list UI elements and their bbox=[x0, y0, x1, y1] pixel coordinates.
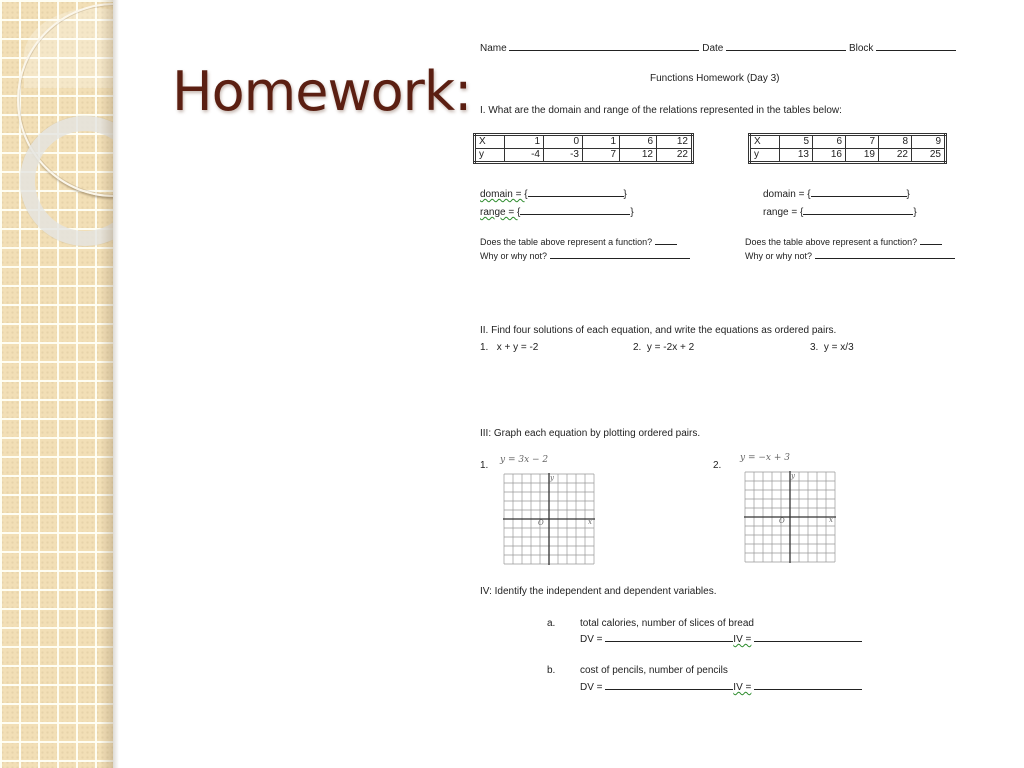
decorative-side-panel bbox=[0, 0, 113, 768]
equation-item-3 bbox=[810, 342, 854, 353]
axis-x-label: x bbox=[588, 518, 592, 526]
table-cell: 22 bbox=[879, 149, 912, 163]
slide-title: Homework: bbox=[172, 60, 472, 123]
why-question-2 bbox=[745, 249, 955, 261]
table-cell: 6 bbox=[620, 135, 657, 149]
block-label: Block bbox=[848, 43, 874, 54]
table-cell: 8 bbox=[879, 135, 912, 149]
date-blank bbox=[726, 41, 846, 51]
range-line-2 bbox=[763, 205, 917, 218]
table-cell: 1 bbox=[583, 135, 620, 149]
answer-blank bbox=[920, 235, 942, 245]
equation-item-1 bbox=[480, 342, 538, 353]
variable-answer-line-b bbox=[580, 680, 862, 693]
iv-blank bbox=[754, 680, 862, 690]
domain-blank bbox=[811, 187, 907, 197]
iv-label: IV = bbox=[733, 634, 752, 645]
close-brace: } bbox=[906, 189, 910, 200]
panel-edge-shadow bbox=[113, 0, 119, 768]
graph-item-number-2: 2. bbox=[713, 460, 722, 471]
answer-blank bbox=[655, 235, 677, 245]
table-row-x bbox=[475, 135, 693, 149]
function-question-2 bbox=[745, 235, 942, 247]
equation-text: y = -2x + 2 bbox=[646, 342, 695, 353]
dv-blank bbox=[605, 680, 733, 690]
table-cell: -4 bbox=[505, 149, 544, 163]
origin-label: O bbox=[779, 517, 785, 525]
dv-blank bbox=[605, 632, 733, 642]
table-cell: y bbox=[750, 149, 780, 163]
domain-label: domain = { bbox=[480, 189, 528, 200]
table-cell: 7 bbox=[583, 149, 620, 163]
item-number: 2. bbox=[633, 342, 642, 353]
coordinate-grid-1 bbox=[503, 473, 595, 565]
dv-label: DV = bbox=[580, 634, 603, 645]
date-label: Date bbox=[702, 43, 724, 54]
worksheet-title: Functions Homework (Day 3) bbox=[650, 73, 780, 84]
table-row-x bbox=[750, 135, 946, 149]
table-row-y bbox=[475, 149, 693, 163]
range-blank bbox=[803, 205, 913, 215]
range-label: range = { bbox=[480, 207, 521, 218]
domain-line-1 bbox=[480, 187, 627, 200]
item-number: 1. bbox=[480, 342, 489, 353]
relation-table-2 bbox=[748, 133, 947, 164]
table-cell: 12 bbox=[657, 135, 693, 149]
domain-label: domain = { bbox=[763, 189, 811, 200]
equation-item-2 bbox=[633, 342, 694, 353]
variable-item-letter-a: a. bbox=[547, 618, 556, 629]
equation-text: y = x/3 bbox=[823, 342, 854, 353]
table-cell: 6 bbox=[813, 135, 846, 149]
table-cell: 25 bbox=[912, 149, 946, 163]
section2-prompt: II. Find four solutions of each equation, and write the equations as ordered pairs. bbox=[480, 325, 837, 336]
range-label: range = { bbox=[763, 207, 804, 218]
table-cell: 13 bbox=[780, 149, 813, 163]
relation-table-1 bbox=[473, 133, 694, 164]
variable-item-text-a: total calories, number of slices of bread bbox=[580, 618, 754, 629]
answer-blank bbox=[815, 249, 955, 259]
question-text: Why or why not? bbox=[745, 251, 813, 261]
equation-text: x + y = -2 bbox=[496, 342, 539, 353]
range-blank bbox=[520, 205, 630, 215]
axis-y-label: y bbox=[791, 472, 795, 480]
table-cell: 5 bbox=[780, 135, 813, 149]
dv-label: DV = bbox=[580, 682, 603, 693]
origin-label: O bbox=[538, 519, 544, 527]
panel-shadow bbox=[100, 0, 113, 768]
close-brace: } bbox=[913, 207, 917, 218]
graph-item-number-1: 1. bbox=[480, 460, 489, 471]
variable-item-letter-b: b. bbox=[547, 665, 556, 676]
worksheet-image bbox=[470, 30, 990, 710]
variable-item-text-b: cost of pencils, number of pencils bbox=[580, 665, 728, 676]
axis-x-label: x bbox=[829, 516, 833, 524]
block-blank bbox=[876, 41, 956, 51]
name-blank bbox=[509, 41, 699, 51]
question-text: Why or why not? bbox=[480, 251, 548, 261]
table-cell: 22 bbox=[657, 149, 693, 163]
table-cell: -3 bbox=[544, 149, 583, 163]
graph-equation-2: y = −x + 3 bbox=[740, 453, 790, 463]
table-cell: y bbox=[475, 149, 505, 163]
domain-blank bbox=[528, 187, 624, 197]
section1-prompt: I. What are the domain and range of the relations represented in the tables below: bbox=[480, 105, 842, 116]
table-cell: 16 bbox=[813, 149, 846, 163]
table-cell: 9 bbox=[912, 135, 946, 149]
table-row-y bbox=[750, 149, 946, 163]
iv-blank bbox=[754, 632, 862, 642]
why-question-1 bbox=[480, 249, 690, 261]
table-cell: 12 bbox=[620, 149, 657, 163]
close-brace: } bbox=[630, 207, 634, 218]
table-cell: 0 bbox=[544, 135, 583, 149]
close-brace: } bbox=[623, 189, 627, 200]
axis-y-label: y bbox=[550, 474, 554, 482]
table-cell: 1 bbox=[505, 135, 544, 149]
range-line-1 bbox=[480, 205, 634, 218]
header-line bbox=[480, 41, 956, 54]
function-question-1 bbox=[480, 235, 677, 247]
coordinate-grid-2 bbox=[744, 471, 836, 563]
name-label: Name bbox=[480, 43, 507, 54]
table-cell: 19 bbox=[846, 149, 879, 163]
item-number: 3. bbox=[810, 342, 819, 353]
iv-label: IV = bbox=[733, 682, 752, 693]
table-cell: X bbox=[750, 135, 780, 149]
section4-prompt: IV: Identify the independent and dependent variables. bbox=[480, 586, 717, 597]
question-text: Does the table above represent a function? bbox=[480, 237, 653, 247]
answer-blank bbox=[550, 249, 690, 259]
question-text: Does the table above represent a function? bbox=[745, 237, 918, 247]
table-cell: X bbox=[475, 135, 505, 149]
table-cell: 7 bbox=[846, 135, 879, 149]
graph-equation-1: y = 3x − 2 bbox=[500, 455, 549, 465]
domain-line-2 bbox=[763, 187, 910, 200]
variable-answer-line-a bbox=[580, 632, 862, 645]
section3-prompt: III: Graph each equation by plotting ordered pairs. bbox=[480, 428, 701, 439]
